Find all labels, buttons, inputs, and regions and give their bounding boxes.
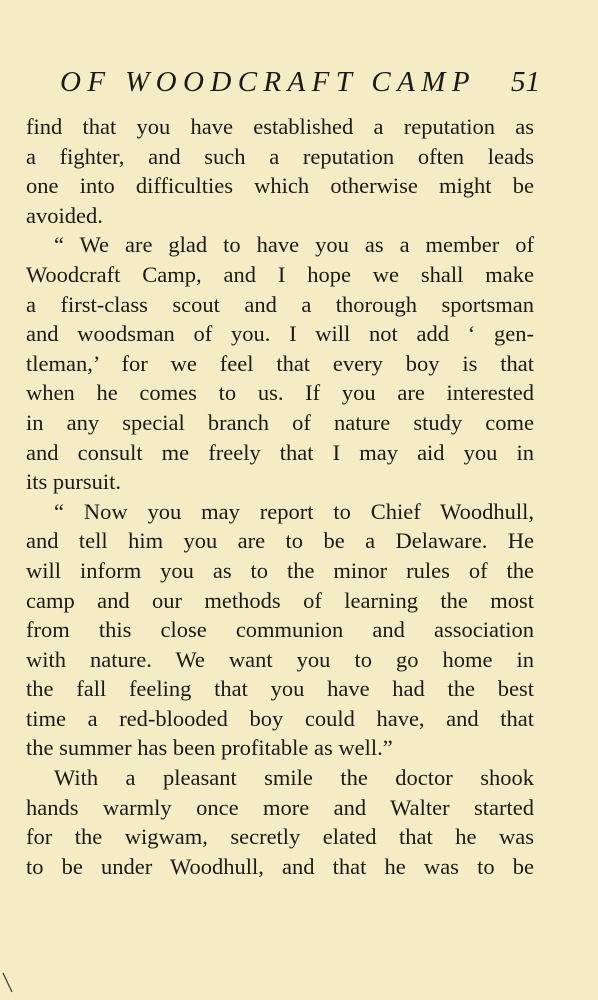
text-line: avoided. bbox=[26, 202, 103, 228]
text-line: “ We are glad to have you as a member of bbox=[54, 232, 534, 258]
running-head bbox=[60, 64, 540, 104]
text-line: a first-class scout and a thorough sportsman bbox=[26, 291, 534, 317]
text-line: its pursuit. bbox=[26, 469, 122, 495]
text-line: and woodsman of you. I will not add ‘ gen- bbox=[26, 321, 534, 347]
text-line: will inform you as to the minor rules of the bbox=[26, 557, 534, 583]
text-line: camp and our methods of learning the most bbox=[26, 587, 534, 613]
text-line: “ Now you may report to Chief Woodhull, bbox=[54, 498, 534, 524]
text-line: the summer has been profitable as well.” bbox=[26, 735, 393, 761]
text-line: the fall feeling that you have had the best bbox=[26, 676, 534, 702]
text-line: and tell him you are to be a Delaware. He bbox=[26, 528, 534, 554]
text-line: and consult me freely that I may aid you in bbox=[26, 439, 534, 465]
text-line: to be under Woodhull, and that he was to be bbox=[26, 853, 534, 879]
text-line: one into difficulties which otherwise might be bbox=[26, 173, 534, 199]
text-line: in any special branch of nature study come bbox=[26, 409, 534, 435]
text-line: a fighter, and such a reputation often leads bbox=[26, 143, 534, 169]
text-line: with nature. We want you to go home in bbox=[26, 646, 534, 672]
text-line: find that you have established a reputation as bbox=[26, 114, 534, 139]
running-title: OF WOODCRAFT CAMP bbox=[60, 66, 476, 98]
body-text bbox=[26, 112, 534, 881]
text-line: time a red-blooded boy could have, and that bbox=[26, 705, 534, 731]
text-line: Woodcraft Camp, and I hope we shall make bbox=[26, 261, 534, 287]
text-line: hands warmly once more and Walter started bbox=[26, 794, 534, 820]
text-line: With a pleasant smile the doctor shook bbox=[54, 765, 534, 791]
text-line: for the wigwam, secretly elated that he was bbox=[26, 824, 534, 850]
page-number: 51 bbox=[511, 66, 540, 98]
text-line: from this close communion and association bbox=[26, 617, 534, 643]
text-line: tleman,’ for we feel that every boy is that bbox=[26, 350, 534, 376]
scan-artifact-mark bbox=[2, 972, 14, 994]
text-line: when he comes to us. If you are interested bbox=[26, 380, 534, 406]
